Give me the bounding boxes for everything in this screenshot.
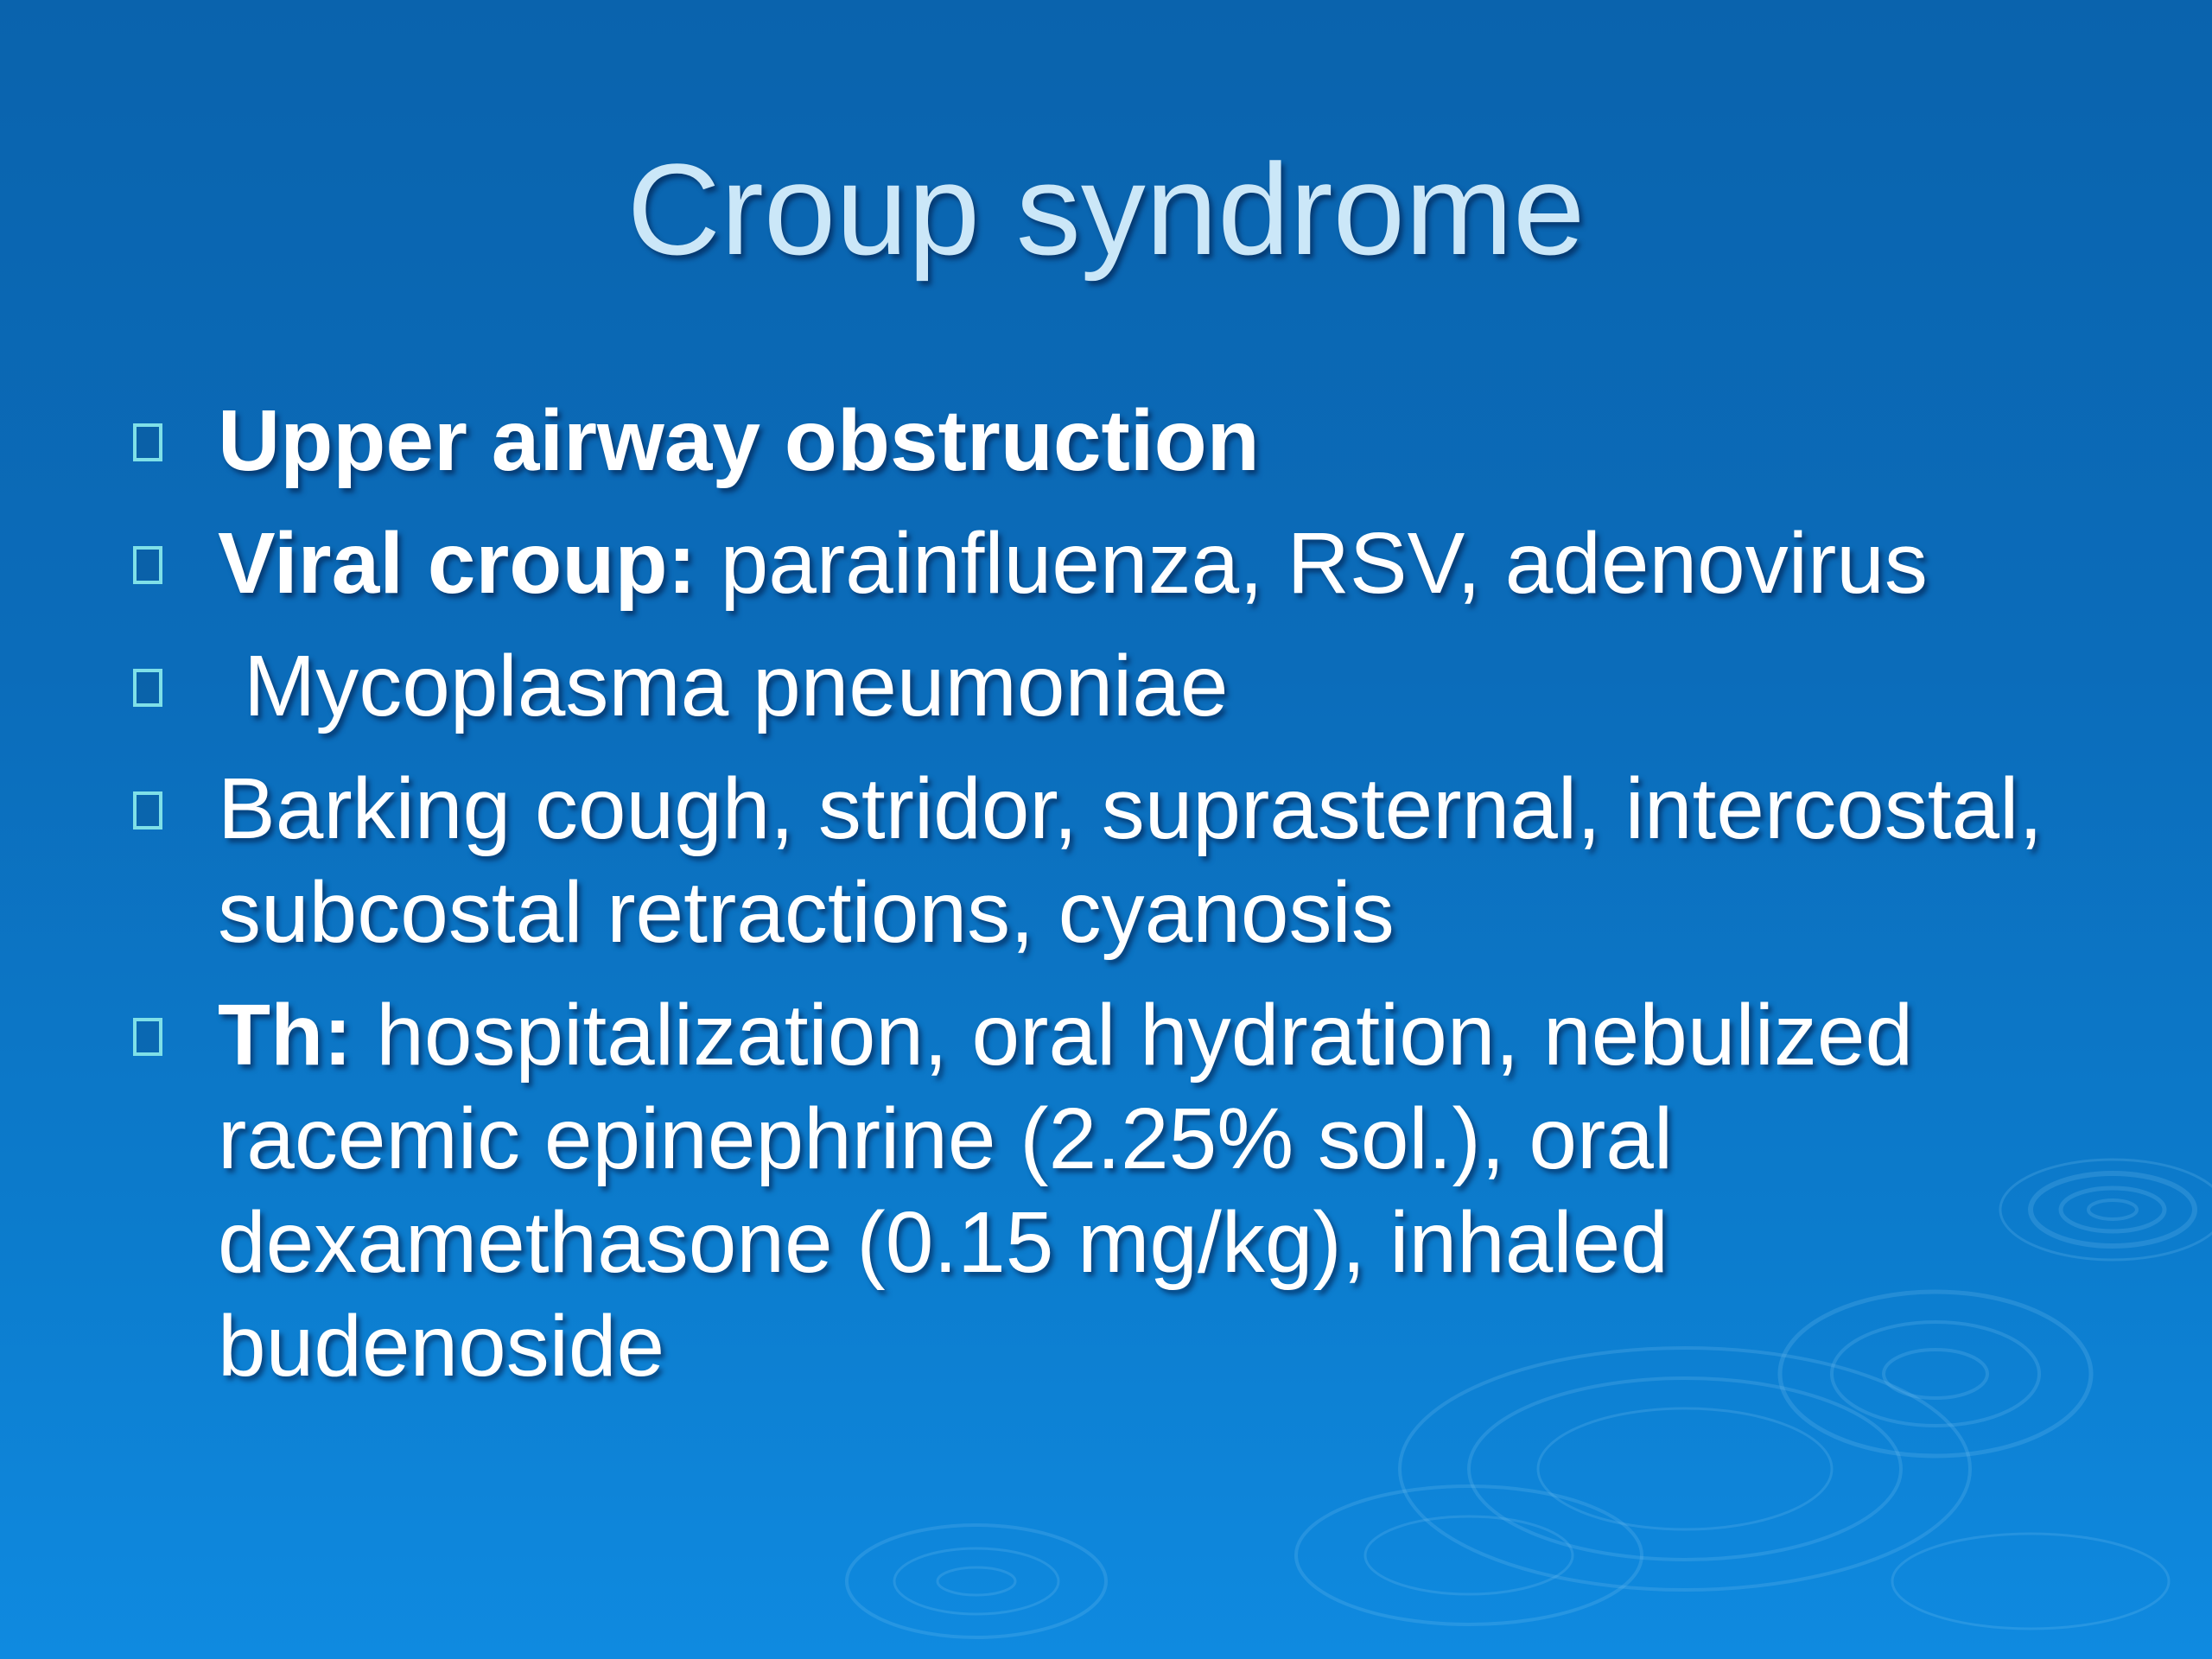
- bullet-item-therapy: [130, 983, 2117, 1398]
- bullet-bold-text: Viral croup:: [218, 515, 696, 612]
- bullet-item-viral-croup: [130, 512, 2117, 615]
- bullet-bold-text: Upper airway obstruction: [218, 392, 1260, 489]
- square-outline-icon: [133, 423, 162, 461]
- bullet-list: [130, 389, 2117, 1417]
- bullet-text: Barking cough, stridor, suprasternal, intercostal, subcostal retractions, cyanosis: [218, 760, 2044, 961]
- bullet-item-symptoms: [130, 757, 2117, 964]
- slide-title: Croup syndrome: [626, 137, 1586, 282]
- square-outline-icon: [133, 1018, 162, 1056]
- square-outline-icon: [133, 546, 162, 584]
- bullet-bold-text: Th:: [218, 987, 353, 1084]
- square-outline-icon: [133, 669, 162, 707]
- bullet-text: Mycoplasma pneumoniae: [244, 638, 1229, 734]
- bullet-item-upper-airway: [130, 389, 2117, 493]
- bullet-item-mycoplasma: [130, 634, 2117, 738]
- bullet-text: parainfluenza, RSV, adenovirus: [696, 515, 1928, 612]
- bullet-text: hospitalization, oral hydration, nebulized racemic epinephrine (2.25% sol.), oral dexamethasone (0.15 mg/kg), inhaled budenoside: [218, 987, 1914, 1395]
- square-outline-icon: [133, 791, 162, 830]
